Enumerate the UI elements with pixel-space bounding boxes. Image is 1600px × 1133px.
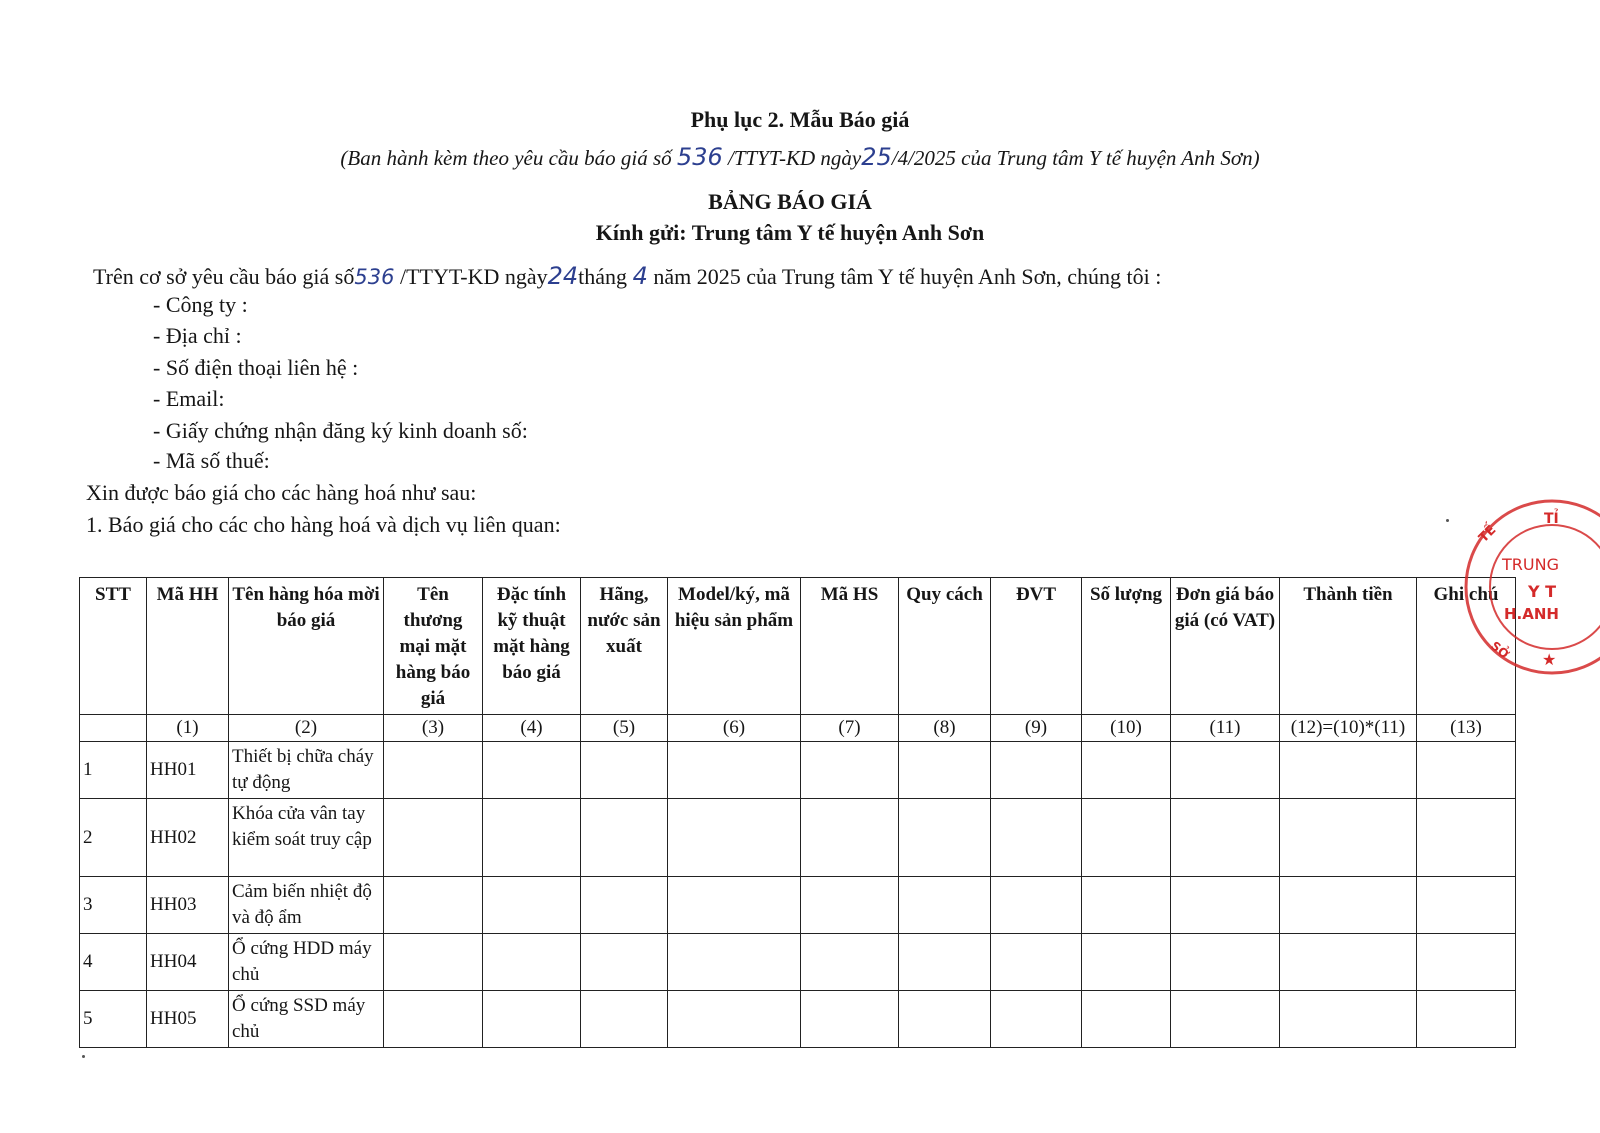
scan-speck	[82, 1055, 85, 1058]
column-number: (9)	[991, 715, 1082, 742]
row-code: HH01	[147, 742, 229, 799]
handwritten-intro-day: 24	[547, 262, 579, 290]
stamp-arc-left: TẾ	[1476, 522, 1500, 546]
subtitle-prefix: (Ban hành kèm theo yêu cầu báo giá số	[340, 146, 672, 170]
header-trade-name: Tên thương mại mặt hàng báo giá	[384, 578, 483, 715]
column-number: (4)	[483, 715, 581, 742]
company-name-field: - Công ty :	[153, 292, 248, 317]
header-row	[80, 578, 1516, 715]
column-number: (2)	[229, 715, 384, 742]
recipient-line: Kính gửi: Trung tâm Y tế huyện Anh Sơn	[595, 220, 985, 245]
header-specs: Đặc tính kỹ thuật mặt hàng báo giá	[483, 578, 581, 715]
header-unit: ĐVT	[991, 578, 1082, 715]
stamp-star-icon: ★	[1542, 650, 1557, 669]
header-item-name: Tên hàng hóa mời báo giá	[229, 578, 384, 715]
scan-speck	[1446, 519, 1449, 522]
column-number: (3)	[384, 715, 483, 742]
column-number: (11)	[1171, 715, 1280, 742]
header-code: Mã HH	[147, 578, 229, 715]
column-number: (10)	[1082, 715, 1171, 742]
column-number: (1)	[147, 715, 229, 742]
handwritten-request-day: 25	[861, 143, 892, 171]
column-number: (6)	[668, 715, 801, 742]
row-stt: 3	[80, 877, 147, 934]
official-stamp	[1462, 497, 1600, 677]
quotation-table	[79, 577, 1516, 1048]
table-row	[80, 799, 1516, 877]
header-quantity: Số lượng	[1082, 578, 1171, 715]
header-hs-code: Mã HS	[801, 578, 899, 715]
subtitle-suffix: /4/2025 của Trung tâm Y tế huyện Anh Sơn)	[891, 146, 1260, 170]
phone-field: - Số điện thoại liên hệ :	[153, 355, 359, 380]
header-manufacturer: Hãng, nước sản xuất	[581, 578, 668, 715]
row-stt: 2	[80, 799, 147, 877]
row-code: HH05	[147, 991, 229, 1048]
table-row	[80, 877, 1516, 934]
intro-line	[93, 262, 1161, 290]
table-row	[80, 934, 1516, 991]
row-code: HH03	[147, 877, 229, 934]
row-item-name: Thiết bị chữa cháy tự động	[229, 742, 384, 799]
header-model: Model/ký, mã hiệu sản phẩm	[668, 578, 801, 715]
column-number	[80, 715, 147, 742]
row-stt: 5	[80, 991, 147, 1048]
header-total: Thành tiền	[1280, 578, 1417, 715]
handwritten-request-number: 536	[676, 143, 723, 171]
row-stt: 4	[80, 934, 147, 991]
row-code: HH02	[147, 799, 229, 877]
row-stt: 1	[80, 742, 147, 799]
column-number: (8)	[899, 715, 991, 742]
table-row	[80, 742, 1516, 799]
row-item-name: Ổ cứng HDD máy chủ	[229, 934, 384, 991]
handwritten-intro-month: 4	[632, 262, 648, 290]
row-item-name: Ổ cứng SSD máy chủ	[229, 991, 384, 1048]
intro-middle: /TTYT-KD ngày	[394, 264, 548, 289]
business-license-field: - Giấy chứng nhận đăng ký kinh doanh số:	[153, 418, 528, 443]
column-number: (7)	[801, 715, 899, 742]
subtitle	[0, 143, 1600, 171]
intro-month-label: tháng	[578, 264, 633, 289]
email-field: - Email:	[153, 386, 225, 411]
header-packaging: Quy cách	[899, 578, 991, 715]
stamp-line3: H.ANH	[1504, 605, 1559, 623]
stamp-top-text: TỈ	[1544, 511, 1559, 527]
column-number: (12)=(10)*(11)	[1280, 715, 1417, 742]
row-item-name: Khóa cửa vân tay kiểm soát truy cập	[229, 799, 384, 877]
tax-code-field: - Mã số thuế:	[153, 448, 270, 473]
intro-prefix: Trên cơ sở yêu cầu báo giá số	[93, 264, 355, 289]
column-number: (13)	[1417, 715, 1516, 742]
header-stt: STT	[80, 578, 147, 715]
stamp-line2: Y T	[1528, 582, 1557, 601]
header-unit-price: Đơn giá báo giá (có VAT)	[1171, 578, 1280, 715]
column-number: (5)	[581, 715, 668, 742]
column-number-row	[80, 715, 1516, 742]
appendix-title: Phụ lục 2. Mẫu Báo giá	[690, 107, 910, 132]
section-title: 1. Báo giá cho các cho hàng hoá và dịch vụ liên quan:	[86, 512, 561, 537]
header-note: Ghi chú	[1417, 578, 1516, 715]
intro-suffix: năm 2025 của Trung tâm Y tế huyện Anh Sơn, chúng tôi :	[653, 264, 1162, 289]
table-title: BẢNG BÁO GIÁ	[708, 189, 872, 214]
request-line: Xin được báo giá cho các hàng hoá như sau:	[86, 480, 477, 505]
table-row	[80, 991, 1516, 1048]
subtitle-middle: /TTYT-KD ngày	[727, 146, 862, 170]
stamp-line1: TRUNG	[1502, 555, 1559, 574]
handwritten-intro-number: 536	[354, 265, 395, 289]
address-field: - Địa chỉ :	[153, 323, 242, 348]
row-item-name: Cảm biến nhiệt độ và độ ẩm	[229, 877, 384, 934]
stamp-arc-bottom: SỞ	[1488, 638, 1512, 662]
row-code: HH04	[147, 934, 229, 991]
